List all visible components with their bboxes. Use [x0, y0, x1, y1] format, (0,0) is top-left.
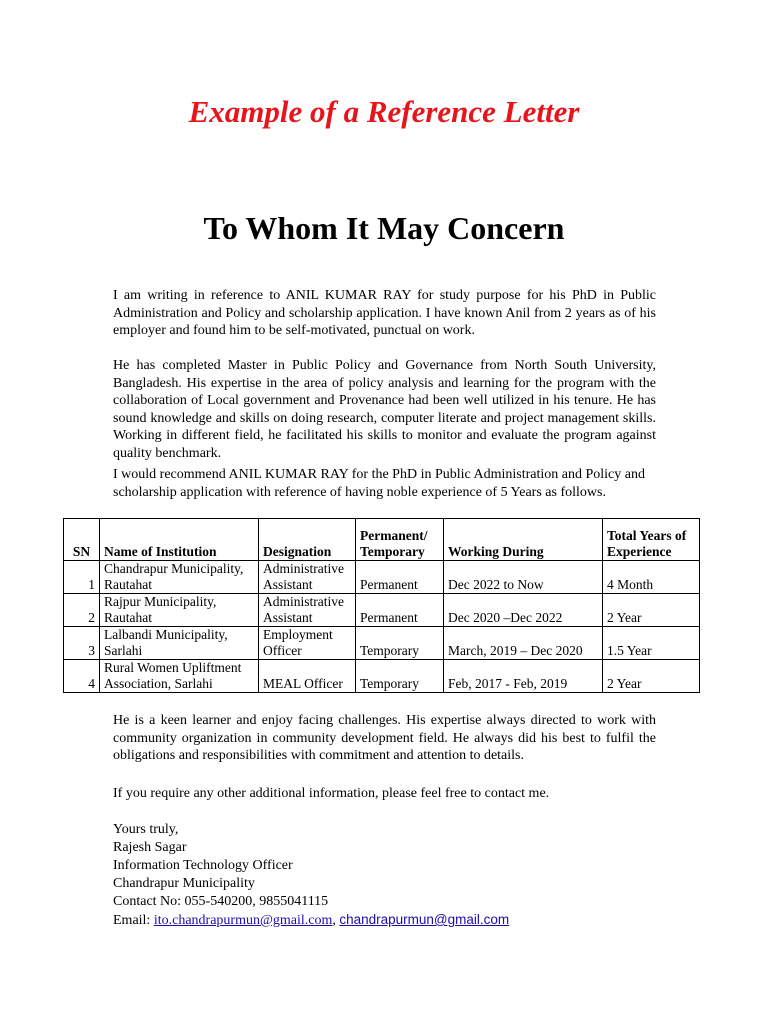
cell-designation: MEAL Officer	[259, 660, 356, 693]
email-link-primary[interactable]: ito.chandrapurmun@gmail.com	[153, 913, 333, 928]
cell-working-during: Dec 2022 to Now	[444, 561, 603, 594]
header-permanent-temporary: Permanent/ Temporary	[356, 519, 444, 561]
email-line	[113, 911, 656, 929]
cell-total-years: 1.5 Year	[603, 627, 700, 660]
experience-table	[63, 518, 700, 693]
contact-number: Contact No: 055-540200, 9855041115	[113, 894, 329, 909]
cell-working-during: Feb, 2017 - Feb, 2019	[444, 660, 603, 693]
cell-sn: 3	[64, 627, 100, 660]
header-institution: Name of Institution	[100, 519, 259, 561]
cell-sn: 2	[64, 594, 100, 627]
table-row	[64, 627, 700, 660]
cell-total-years: 4 Month	[603, 561, 700, 594]
document-title: Example of a Reference Letter	[188, 94, 580, 129]
cell-sn: 1	[64, 561, 100, 594]
education-paragraph	[113, 357, 656, 462]
cell-designation: Employment Officer	[259, 627, 356, 660]
signer-name: Rajesh Sagar	[113, 840, 187, 855]
cell-designation: Administrative Assistant	[259, 594, 356, 627]
header-sn: SN	[64, 519, 100, 561]
table-row	[64, 594, 700, 627]
cell-working-during: March, 2019 – Dec 2020	[444, 627, 603, 660]
cell-institution: Chandrapur Municipality, Rautahat	[100, 561, 259, 594]
salutation-heading: To Whom It May Concern	[203, 210, 565, 246]
cell-permanent-temporary: Permanent	[356, 594, 444, 627]
signer-organization: Chandrapur Municipality	[113, 876, 255, 891]
cell-permanent-temporary: Temporary	[356, 660, 444, 693]
cell-working-during: Dec 2020 –Dec 2022	[444, 594, 603, 627]
signer-position: Information Technology Officer	[113, 858, 293, 873]
header-working-during: Working During	[444, 519, 603, 561]
paragraph-text: If you require any other additional information, please feel free to contact me.	[113, 786, 550, 801]
cell-sn: 4	[64, 660, 100, 693]
email-separator: ,	[332, 913, 340, 928]
cell-total-years: 2 Year	[603, 660, 700, 693]
paragraph-text: I am writing in reference to ANIL KUMAR RAY for study purpose for his PhD in Public Administration and Policy and scholarship application. I have known Anil from 2 years as of his employer and found him to be self-motivated, punctual on work.	[113, 288, 656, 338]
intro-paragraph	[113, 287, 656, 340]
email-link-secondary[interactable]: chandrapurmun@gmail.com	[339, 912, 510, 927]
contact-request-paragraph	[113, 785, 656, 803]
cell-total-years: 2 Year	[603, 594, 700, 627]
cell-designation: Administrative Assistant	[259, 561, 356, 594]
table-header-row	[64, 519, 700, 561]
cell-institution: Lalbandi Municipality, Sarlahi	[100, 627, 259, 660]
closing-line: Yours truly,	[113, 822, 179, 837]
paragraph-text: He is a keen learner and enjoy facing challenges. His expertise always directed to work with community organization in community development field. He always did his best to fulfil the obligations and responsibilities with commitment and attention to details.	[113, 713, 656, 763]
cell-institution: Rural Women Upliftment Association, Sarlahi	[100, 660, 259, 693]
cell-permanent-temporary: Temporary	[356, 627, 444, 660]
recommendation-paragraph	[113, 466, 656, 501]
signature-block	[113, 821, 656, 929]
table-row	[64, 561, 700, 594]
table-row	[64, 660, 700, 693]
paragraph-text: He has completed Master in Public Policy and Governance from North South University, Bangladesh. His expertise in the area of policy analysis and learning for the program with the collaboration of Local government and Provenance had been well utilized in his tenure. He has sound knowledge and skills on doing research, computer literate and project management skills. Working in different field, he facilitated his skills to monitor and evaluate the program against quality benchmark.	[113, 358, 656, 461]
paragraph-text: I would recommend ANIL KUMAR RAY for the PhD in Public Administration and Policy and scholarship application with reference of having noble experience of 5 Years as follows.	[113, 467, 645, 500]
cell-institution: Rajpur Municipality, Rautahat	[100, 594, 259, 627]
qualities-paragraph	[113, 712, 656, 765]
header-designation: Designation	[259, 519, 356, 561]
email-label: Email:	[113, 913, 154, 928]
cell-permanent-temporary: Permanent	[356, 561, 444, 594]
header-total-years: Total Years of Experience	[603, 519, 700, 561]
